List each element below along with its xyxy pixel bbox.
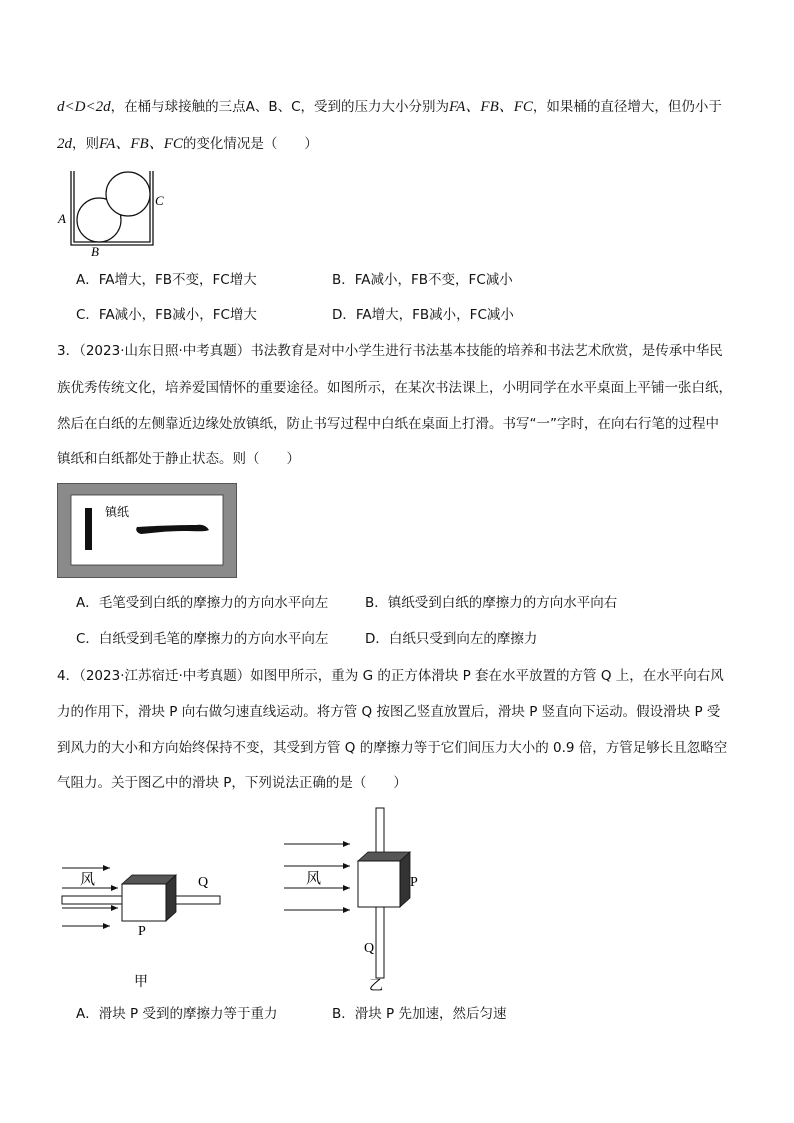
q2-line-2 <box>57 134 318 154</box>
q2-forces-2: FA、FB、FC <box>99 136 183 152</box>
label-Q-jia: Q <box>198 875 209 890</box>
q2-option-b[interactable]: B．FA减小，FB不变，FC减小 <box>332 272 513 288</box>
q4-line-4: 气阻力。关于图乙中的滑块 P，下列说法正确的是（ ） <box>57 775 407 791</box>
label-jia: 甲 <box>134 975 148 990</box>
paperweight-label: 镇纸 <box>105 505 130 519</box>
slider-P-jia <box>122 884 166 921</box>
q2-line2-end: 的变化情况是（ ） <box>182 136 318 152</box>
q4-figure-jia <box>58 850 228 995</box>
q2-line-1 <box>57 97 722 117</box>
label-P-jia: P <box>138 924 146 939</box>
label-A: A <box>58 211 66 226</box>
q4-option-b[interactable]: B．滑块 P 先加速，然后匀速 <box>332 1006 507 1022</box>
q3-calligraphy-figure <box>57 483 238 579</box>
q2-value: 2d <box>57 136 72 152</box>
q4-line-1: 4．（2023·江苏宿迁·中考真题）如图甲所示，重为 G 的正方体滑块 P 套在水平放置的方管 Q 上，在水平向右风 <box>57 668 724 684</box>
q3-line-4: 镇纸和白纸都处于静止状态。则（ ） <box>57 451 300 467</box>
q2-line1-mid: ，在桶与球接触的三点A、B、C，受到的压力大小分别为 <box>110 99 450 115</box>
q3-option-a[interactable]: A．毛笔受到白纸的摩擦力的方向水平向左 <box>76 595 329 611</box>
q3-option-c[interactable]: C．白纸受到毛笔的摩擦力的方向水平向左 <box>76 631 329 647</box>
q4-figure-yi <box>280 806 430 996</box>
label-C: C <box>155 193 164 208</box>
q3-line-3: 然后在白纸的左侧靠近边缘处放镇纸，防止书写过程中白纸在桌面上打滑。书写“一”字时，在向右行笔的过程中 <box>57 416 719 432</box>
q3-option-d[interactable]: D．白纸只受到向左的摩擦力 <box>365 631 538 647</box>
q2-condition: d<D<2d <box>57 99 111 115</box>
q2-bucket-figure <box>55 165 175 260</box>
wind-label-jia: 风 <box>80 872 96 888</box>
q3-line-2: 族优秀传统文化，培养爱国情怀的重要途径。如图所示，在某次书法课上，小明同学在水平桌面上平铺一张白纸， <box>57 380 732 396</box>
slider-P-yi <box>358 861 400 907</box>
q2-option-a[interactable]: A．FA增大，FB不变，FC增大 <box>76 272 257 288</box>
upper-ball <box>106 172 150 216</box>
q4-option-a[interactable]: A．滑块 P 受到的摩擦力等于重力 <box>76 1006 278 1022</box>
label-Q-yi: Q <box>364 941 375 956</box>
q2-option-d[interactable]: D．FA增大，FB减小，FC减小 <box>332 307 514 323</box>
q4-line-2: 力的作用下，滑块 P 向右做匀速直线运动。将方管 Q 按图乙竖直放置后，滑块 P 竖直向下运动。假设滑块 P 受 <box>57 704 721 720</box>
q2-line1-end: ，如果桶的直径增大，但仍小于 <box>532 99 722 115</box>
q2-line2-mid: ，则 <box>72 136 99 152</box>
q2-option-c[interactable]: C．FA减小，FB减小，FC增大 <box>76 307 257 323</box>
q3-option-b[interactable]: B．镇纸受到白纸的摩擦力的方向水平向右 <box>365 595 618 611</box>
label-B: B <box>91 244 99 259</box>
label-P-yi: P <box>410 875 418 890</box>
label-yi: 乙 <box>369 979 383 994</box>
q2-forces: FA、FB、FC <box>449 99 533 115</box>
paperweight <box>85 508 92 550</box>
q4-line-3: 到风力的大小和方向始终保持不变，其受到方管 Q 的摩擦力等于它们间压力大小的 0.9 倍，方管足够长且忽略空 <box>57 740 728 756</box>
wind-label-yi: 风 <box>306 871 322 887</box>
q3-line-1: 3．（2023·山东日照·中考真题）书法教育是对中小学生进行书法基本技能的培养和书法艺术欣赏，是传承中华民 <box>57 343 723 359</box>
